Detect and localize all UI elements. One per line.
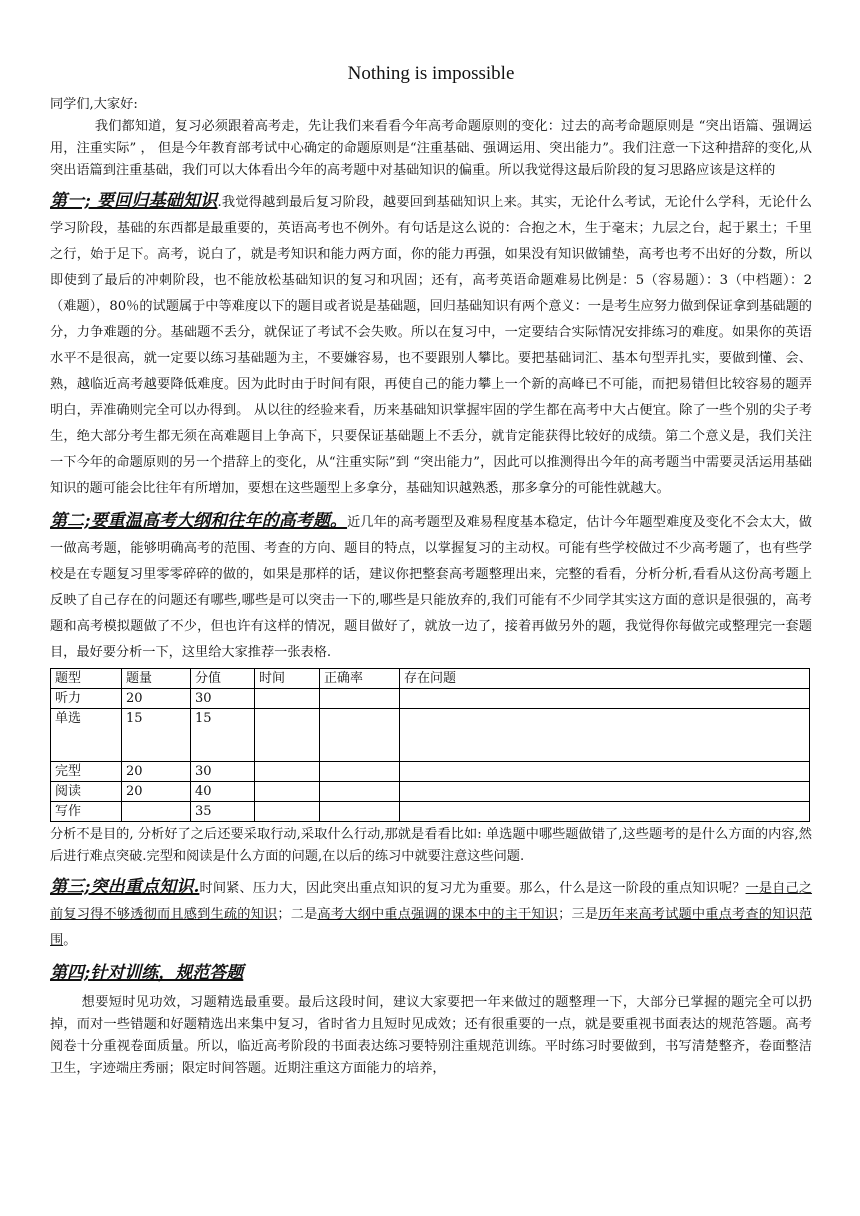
review-table [50,668,810,822]
table-header-cell: 正确率 [320,669,400,689]
section-3-point-3: 历年来高考试题中重点考查的知识范围 [50,907,813,948]
document-page [50,62,812,1080]
section-3-heading: 第三;突出重点知识. [50,877,200,897]
table-cell [255,762,320,782]
table-cell: 20 [122,689,191,709]
table-cell: 20 [122,782,191,802]
table-row [51,762,810,782]
table-row [51,709,810,762]
section-1-heading: 第一; 要回归基础知识 [50,191,218,211]
table-cell [122,802,191,822]
table-cell: 35 [191,802,255,822]
table-cell: 30 [191,689,255,709]
document-title: Nothing is impossible [347,63,515,84]
table-cell: 20 [122,762,191,782]
table-cell: 写作 [51,802,122,822]
section-3-body: 时间紧、压力大，因此突出重点知识的复习尤为重要。那么，什么是这一阶段的重点知识呢？ [199,881,746,896]
section-3-separator: ；三是 [558,907,599,922]
table-cell [400,802,810,822]
section-3-point-1: 一是自己之前复习得不够透彻而且感到生疏的知识 [50,881,813,922]
table-header-cell: 题量 [122,669,191,689]
section-4-heading-line [50,960,812,988]
table-cell: 15 [191,709,255,762]
section-2 [50,508,812,666]
section-3-separator: ；二是 [277,907,318,922]
table-cell [400,762,810,782]
after-table-paragraph: 分析不是目的, 分析好了之后还要采取行动,采取什么行动,那就是看看比如: 单选题中哪些题做错了,这些题考的是什么方面的内容,然后进行难点突破.完型和阅读是什么方面的问题,在以后的练习中就要注意这些问题. [50,827,812,864]
table-cell [320,762,400,782]
section-4-heading: 第四;针对训练，规范答题 [50,963,244,983]
table-cell: 单选 [51,709,122,762]
section-2-body: 近几年的高考题型及难易程度基本稳定，估计今年题型难度及变化不会太大，做一做高考题，能够明确高考的范围、考查的方向、题目的特点，以掌握复习的主动权。可能有些学校做过不少高考题了，也有些学校是在专题复习里零零碎碎的做的，如果是那样的话，建议你把整套高考题整理出来，完整的看看，分析分析,看看从这份高考题上反映了自己存在的问题还有哪些,哪些是可以突击一下的,哪些是只能放弃的,我们可能有不少同学其实这方面的意识是很强的，高考题和高考模拟题做了不少，但也许有这样的情况，题目做好了，就放一边了，接着再做另外的题，我觉得你每做完或整理完一套题目，最好要分析一下，这里给大家推荐一张表格. [50,515,812,660]
table-cell [320,709,400,762]
table-cell [400,709,810,762]
section-2-heading: 第二;要重温高考大纲和往年的高考题。 [50,511,348,531]
table-cell: 30 [191,762,255,782]
section-1-body: .我觉得越到最后复习阶段，越要回到基础知识上来。其实，无论什么考试，无论什么学科，无论什么学习阶段，基础的东西都是最重要的，英语高考也不例外。有句话是这么说的：合抱之木，生于毫末；九层之台，起于累土；千里之行，始于足下。高考，说白了，就是考知识和能力两方面，你的能力再强，如果没有知识做铺垫，高考也考不出好的分数，所以即使到了最后的冲刺阶段，也不能放松基础知识的复习和巩固；还有，高考英语命题难易比例是：5（容易题）：3（中档题）：2（难题），80％的试题属于中等难度以下的题目或者说是基础题，回归基础知识有两个意义：一是考生应努力做到保证拿到基础题的分，力争难题的分。基础题不丢分，就保证了考试不会失败。所以在复习中，一定要结合实际情况安排练习的难度。如果你的英语水平不是很高，就一定要以练习基础题为主，不要嫌容易，也不要跟别人攀比。要把基础词汇、基本句型弄扎实，要做到懂、会、熟，越临近高考越要降低难度。因为此时由于时间有限，再使自己的能力攀上一个新的高峰已不可能，而把易错但比较容易的题弄明白，弄准确则完全可以办得到。 从以往的经验来看，历来基础知识掌握牢固的学生都在高考中大占便宜。除了一些个别的尖子考生，绝大部分考生都无须在高难题目上争高下，只要保证基础题上不丢分，就肯定能获得比较好的成绩。第二个意义是，我们关注一下今年的命题原则的另一个措辞上的变化，从“注重实际”到 “突出能力”，因此可以推测得出今年的高考题当中需要灵活运用基础知识的题可能会比往年有所增加，要想在这些题型上多拿分，基础知识越熟悉，那多拿分的可能性就越大。 [50,195,812,496]
table-row [51,802,810,822]
table-cell [255,689,320,709]
table-header-cell: 存在问题 [400,669,810,689]
greeting: 同学们,大家好: [50,97,138,112]
table-cell: 15 [122,709,191,762]
table-cell [255,709,320,762]
table-row [51,689,810,709]
table-cell [320,782,400,802]
table-row [51,782,810,802]
table-cell: 40 [191,782,255,802]
table-cell [255,802,320,822]
table-cell [400,782,810,802]
intro-paragraph: 我们都知道，复习必须跟着高考走，先让我们来看看今年高考命题原则的变化：过去的高考命题原则是 “突出语篇、强调运用，注重实际” ， 但是今年教育部考试中心确定的命题原则是“注重基础、强调运用、突出能力”。我们注意一下这种措辞的变化,从突出语篇到注重基础，我们可以大体看出今年的高考题中对基础知识的偏重。所以我觉得这最后阶段的复习思路应该是这样的 [50,119,812,178]
table-cell [320,689,400,709]
table-cell: 完型 [51,762,122,782]
section-1 [50,188,812,502]
table-header-cell: 题型 [51,669,122,689]
table-cell: 阅读 [51,782,122,802]
table-cell [400,689,810,709]
section-3-point-2: 高考大纲中重点强调的课本中的主干知识 [317,907,559,922]
table-header-cell: 分值 [191,669,255,689]
table-cell [320,802,400,822]
table-cell: 听力 [51,689,122,709]
section-3-end: 。 [63,933,77,948]
table-header-row [51,669,810,689]
section-3 [50,874,812,954]
table-header-cell: 时间 [255,669,320,689]
table-cell [255,782,320,802]
section-4-body: 想要短时见功效，习题精选最重要。最后这段时间，建议大家要把一年来做过的题整理一下，大部分已掌握的题完全可以扔掉，而对一些错题和好题精选出来集中复习，省时省力且短时见成效；还有很重要的一点，就是要重视书面表达的规范答题。高考阅卷十分重视卷面质量。所以，临近高考阶段的书面表达练习要特别注重规范训练。平时练习时要做到，书写清楚整齐，卷面整洁卫生，字迹端庄秀丽；限定时间答题。近期注重这方面能力的培养， [50,995,812,1076]
